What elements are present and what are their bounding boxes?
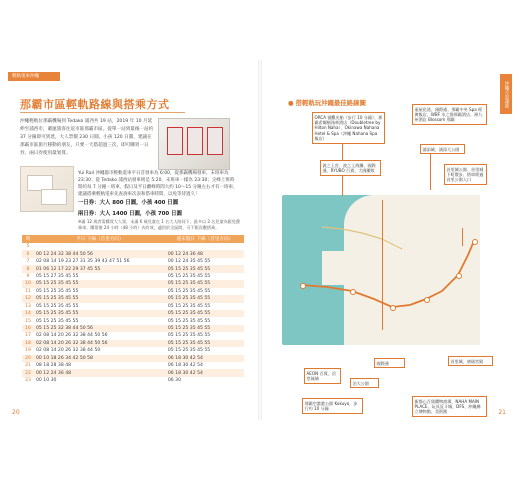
cell-weekend: 05 15 25 35 45 55 — [167, 273, 211, 279]
fare-two-day: 兩日券：大人 1400 日圓，小孩 700 日圓 — [78, 211, 182, 217]
cell-weekday: 05 15 25 35 45 55 — [34, 295, 166, 302]
timetable-body — [22, 243, 244, 384]
cell-weekend: 05 15 25 35 45 55 — [166, 340, 244, 347]
cell-weekday: 02 08 14 20 26 32 38 44 50 56 — [36, 333, 108, 339]
cell-weekend: 06 18 30 42 54 — [167, 363, 203, 369]
cell-weekday: 01 06 12 17 22 29 37 45 55 — [34, 265, 166, 272]
cell-weekend: 05 15 25 35 45 55 — [167, 318, 211, 324]
fare-one-day: 一日券：大人 800 日圓，小孩 400 日圓 — [78, 200, 179, 206]
callout-higashi: 首里城、唐琉宮殿 — [448, 356, 493, 366]
cell-hour: 13 — [25, 303, 31, 309]
cell-weekday: 02 08 14 20 26 32 38 44 50 — [36, 348, 101, 354]
rail-line — [282, 195, 480, 345]
title-bullet-icon: ● — [288, 99, 294, 107]
intro-paragraph: 沖繩輕軌位那霸機場到 Tedako 浦西共 19 站，2019 年 10 月延伸至浦西市，載運旅客往返市區那霸市區。從單一站到最後一站約 37 分鐘即可到達，大人票價 230 日圓、小孩 120 日圓，建議在那霸市區旅行移動的朋友，只要一天搭超過三次，即可購買一日券、兩日券使用最划算。 — [20, 119, 154, 156]
cell-weekday: 00 12 24 32 38 44 50 56 — [34, 250, 166, 257]
table-row — [22, 377, 244, 384]
day-pass-photo — [20, 166, 74, 212]
cell-hour: 17 — [25, 333, 31, 339]
cell-weekday: 00 10 30 — [36, 378, 57, 384]
table-row — [22, 362, 244, 369]
cell-weekend: 05 15 25 35 45 55 — [167, 333, 211, 339]
left-page — [8, 60, 258, 420]
cell-hour: 9 — [26, 273, 30, 279]
timetable — [22, 235, 244, 384]
cell-hour: 6 — [22, 250, 34, 257]
cell-hour: 11 — [25, 288, 31, 294]
station-dot — [390, 305, 396, 311]
fare-note: ※滿 12 歲者需購買大人票，未滿 6 歲兒童在 1 名大人陪同下，最多以 2 名兒童為限免費乘車。購票後 24 小時（48 小時）內有效，適用於全區間，可不限次數搭乘。 — [78, 219, 240, 230]
cell-weekend: 05 15 25 35 45 55 — [166, 280, 244, 287]
section-tab: 輕軌電車沖繩 — [8, 72, 60, 81]
table-row — [22, 288, 244, 295]
table-row — [22, 273, 244, 280]
yui-rail-paragraph: Yui Rail 沖繩都市輕軌電車平日首發車為 6:00，從那霸機場發車，末班車為 23:30；從 Tedako 浦西站發車則是 5:20，末班車一樣為 23:30；尖峰上班時間約每 7 分鐘一班車，假日及平日離峰時間大約 10～15 分鐘左右才有一班車，建議搭乘輕軌電車先查詢車次表和搭車時間，以免等待過久！ — [78, 171, 238, 197]
cell-weekend: 05 15 25 35 45 55 — [166, 295, 244, 302]
callout-connector — [462, 228, 463, 246]
cell-hour: 8 — [22, 265, 34, 272]
table-row — [22, 325, 244, 332]
cell-hour: 10 — [22, 280, 34, 287]
cell-weekend: 05 15 25 35 45 55 — [167, 288, 211, 294]
cell-weekday: 05 15 27 35 45 55 — [36, 273, 79, 279]
callout-aeon: AEON 百貨、洽堂琉璃 — [304, 368, 341, 384]
cell-weekday — [34, 243, 166, 250]
callout-omoromachi: 新都心百貨購物商場、NAHA MAIN PLACE、玩具反斗城、DFS、沖繩縣立博物館、美術館 — [412, 396, 487, 417]
station-dot — [472, 239, 478, 245]
cell-hour: 15 — [25, 318, 31, 324]
cell-weekend: 06 30 — [167, 378, 182, 384]
callout-shuri: 首里城公園、首里城下町散步、搭車經過首里公園入口 — [444, 164, 487, 185]
cell-hour: 16 — [22, 325, 34, 332]
cell-weekday: 05 15 25 35 45 55 — [36, 288, 79, 294]
table-row — [22, 347, 244, 354]
table-row — [22, 295, 244, 302]
table-row — [22, 355, 244, 362]
header-weekend: 週末假日 下線（首里方向） — [166, 235, 244, 243]
cell-hour: 7 — [26, 259, 30, 265]
cell-hour: 22 — [22, 369, 34, 376]
station-dot — [424, 297, 430, 303]
page-number: 21 — [498, 409, 506, 416]
cell-weekday: 05 15 25 35 45 55 — [36, 303, 79, 309]
callout-orca: ORCA 號觀光船（步行 10 分鐘）、那霸希爾頓逸林酒店（Doubletree by Hilton Naha）、Okinawa Nahana Hotel & Spa（沖繩 Nahana Spa 飯店） — [312, 112, 385, 144]
callout-kokusai: 國際通 — [374, 358, 405, 368]
cell-weekday: 00 10 18 26 34 42 50 58 — [34, 355, 166, 362]
cell-weekend — [166, 243, 244, 250]
cell-weekend: 05 15 25 35 45 55 — [166, 325, 244, 332]
header-weekday: 平日 下線（首里方向） — [34, 235, 166, 243]
right-page — [262, 60, 512, 420]
cell-hour: 14 — [22, 310, 34, 317]
cell-hour: 5 — [26, 244, 30, 250]
cell-weekend: 05 15 25 35 45 55 — [167, 348, 211, 354]
table-row — [22, 310, 244, 317]
callout-makishi: 壺屋花道、國際通、那霸中央 Spa 經濟飯店、WBF 水之都那霸酒店、洲九州酒店 Blossom 那霸 — [412, 104, 487, 125]
cell-weekend: 05 15 25 35 45 55 — [166, 310, 244, 317]
cell-weekend: 00 12 24 36 48 — [166, 250, 244, 257]
header-hour: 時 — [22, 235, 34, 243]
cell-hour: 19 — [25, 348, 31, 354]
table-row — [22, 303, 244, 310]
ticket-machine-photo — [158, 118, 230, 170]
cell-weekday: 05 15 25 35 45 55 — [34, 310, 166, 317]
cell-hour: 21 — [25, 363, 31, 369]
cell-weekend: 05 15 25 35 45 55 — [166, 265, 244, 272]
cell-weekday: 05 15 25 35 45 55 — [36, 318, 79, 324]
table-row — [22, 243, 244, 250]
page-title: 那霸市區輕軌路線與搭乘方式 — [20, 98, 170, 111]
table-row — [22, 265, 244, 272]
cell-weekday: 08 18 28 38 48 — [36, 363, 72, 369]
cell-weekend: 05 15 25 35 45 55 — [167, 303, 211, 309]
table-row — [22, 258, 244, 265]
cell-weekend: 06 18 30 42 54 — [166, 355, 244, 362]
station-dot — [350, 289, 356, 295]
map-title: ● 搭輕軌玩沖繩最佳路線圖 — [288, 99, 366, 107]
table-row — [22, 332, 244, 339]
table-row — [22, 340, 244, 347]
table-row — [22, 280, 244, 287]
cell-hour: 20 — [22, 355, 34, 362]
callout-urasoe-park: 浦添城、浦添大公園 — [420, 144, 465, 154]
table-row — [22, 250, 244, 257]
cell-weekday: 02 08 14 19 23 27 31 35 39 43 47 51 56 — [36, 259, 130, 265]
callout-tomari: 泊大公園 — [350, 378, 379, 388]
table-row — [22, 317, 244, 324]
title-underline — [20, 112, 185, 113]
side-tab: 沖繩不思議旅 — [500, 74, 512, 114]
cell-hour: 12 — [22, 295, 34, 302]
station-dot — [456, 273, 462, 279]
table-row — [22, 369, 244, 376]
cell-weekday: 02 08 14 20 26 32 38 44 50 56 — [34, 340, 166, 347]
callout-prefecture: 波之上宮、波之上海灘、國際通、RYUBO 百貨、大國藥妝 — [320, 160, 381, 176]
cell-weekend: 06 18 30 42 54 — [166, 369, 244, 376]
cell-hour: 18 — [22, 340, 34, 347]
route-map — [282, 195, 480, 345]
cell-weekday: 05 15 25 32 38 44 50 56 — [34, 325, 166, 332]
cell-weekday: 00 12 24 36 48 — [34, 369, 166, 376]
callout-connector — [382, 200, 383, 330]
cell-weekday: 05 15 25 35 45 55 — [34, 280, 166, 287]
cell-hour: 23 — [25, 378, 31, 384]
callout-sakamoto: 那霸空港港公園 Kokuyo，步行約 10 分鐘 — [302, 398, 363, 414]
cell-weekend: 00 12 24 35 45 55 — [167, 259, 211, 265]
page-number: 20 — [12, 409, 20, 416]
station-dot — [300, 283, 306, 289]
